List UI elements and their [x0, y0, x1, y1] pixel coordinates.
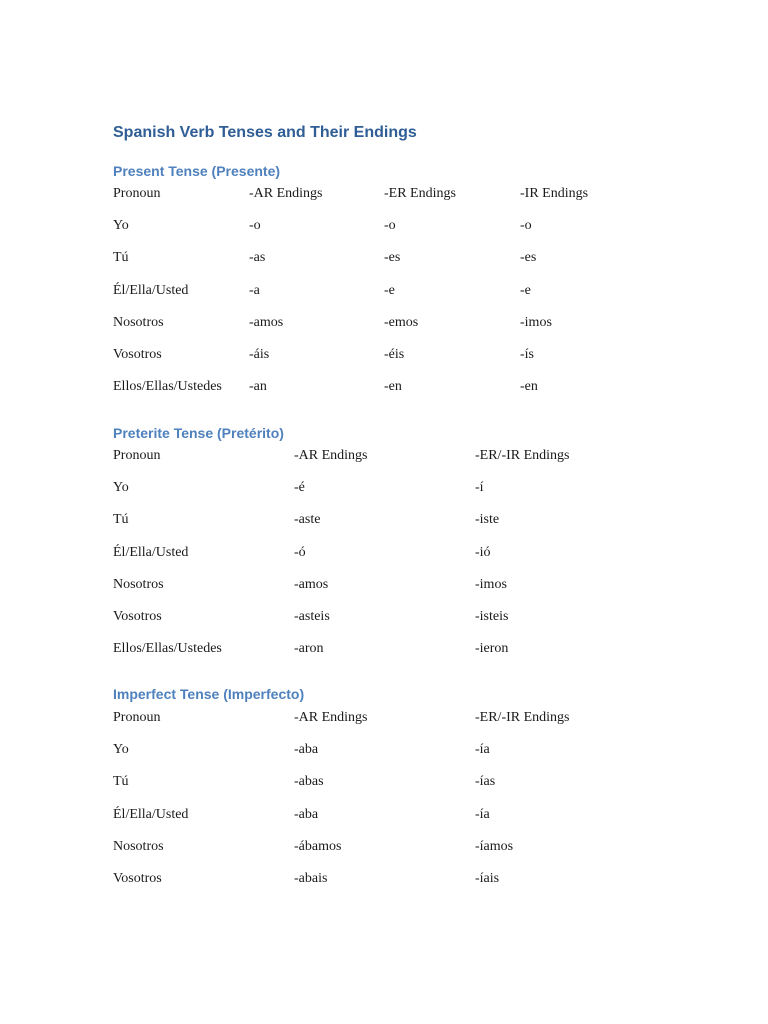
ending-cell: -isteis: [475, 608, 509, 624]
pronoun-cell: Ellos/Ellas/Ustedes: [113, 379, 222, 395]
header-cell: Pronoun: [113, 186, 161, 201]
ending-cell: -aba: [294, 806, 319, 822]
table-row: [113, 577, 640, 609]
ending-cell: -abas: [294, 774, 324, 790]
ending-cell: -éis: [384, 346, 405, 362]
table-header-row: [113, 710, 640, 742]
ending-cell: -o: [520, 218, 532, 234]
ending-cell: -ías: [475, 774, 496, 790]
table-row: [113, 774, 640, 806]
ending-cell: -e: [520, 282, 531, 298]
table-row: [113, 379, 640, 411]
ending-cell: -e: [384, 282, 395, 298]
ending-cell: -amos: [294, 576, 329, 592]
ending-cell: -imos: [475, 576, 507, 592]
ending-cell: -í: [475, 480, 484, 496]
header-cell: -ER/-IR Endings: [475, 448, 570, 463]
imperfect-tense-heading: Imperfect Tense (Imperfecto): [113, 686, 305, 702]
ending-cell: -es: [520, 250, 537, 266]
document-title: Spanish Verb Tenses and Their Endings: [113, 124, 417, 141]
imperfect-tense-table: [113, 710, 640, 903]
table-header-row: [113, 186, 640, 218]
ending-cell: -iste: [475, 512, 500, 528]
ending-cell: -ió: [475, 544, 491, 560]
pronoun-cell: Él/Ella/Usted: [113, 544, 189, 560]
preterite-tense-table: [113, 448, 640, 673]
ending-cell: -íamos: [475, 838, 514, 854]
ending-cell: -o: [384, 218, 396, 234]
pronoun-cell: Yo: [113, 480, 129, 496]
pronoun-cell: Ellos/Ellas/Ustedes: [113, 641, 222, 657]
table-row: [113, 347, 640, 379]
table-row: [113, 283, 640, 315]
table-row: [113, 839, 640, 871]
pronoun-cell: Nosotros: [113, 314, 164, 330]
table-row: [113, 250, 640, 282]
pronoun-cell: Nosotros: [113, 838, 164, 854]
table-row: [113, 512, 640, 544]
table-row: [113, 609, 640, 641]
ending-cell: -emos: [384, 314, 419, 330]
pronoun-cell: Tú: [113, 512, 129, 528]
ending-cell: -áis: [249, 346, 270, 362]
ending-cell: -é: [294, 480, 305, 496]
header-cell: -AR Endings: [294, 710, 368, 725]
table-row: [113, 480, 640, 512]
ending-cell: -asteis: [294, 608, 330, 624]
present-tense-table: [113, 186, 640, 411]
ending-cell: -ó: [294, 544, 306, 560]
pronoun-cell: Vosotros: [113, 346, 162, 362]
pronoun-cell: Yo: [113, 742, 129, 758]
ending-cell: -a: [249, 282, 260, 298]
ending-cell: -ábamos: [294, 838, 342, 854]
preterite-tense-heading: Preterite Tense (Pretérito): [113, 425, 284, 441]
ending-cell: -aste: [294, 512, 321, 528]
table-row: [113, 315, 640, 347]
table-row: [113, 807, 640, 839]
pronoun-cell: Yo: [113, 218, 129, 234]
table-row: [113, 742, 640, 774]
ending-cell: -an: [249, 379, 267, 395]
header-cell: -IR Endings: [520, 186, 589, 201]
ending-cell: -amos: [249, 314, 284, 330]
ending-cell: -ís: [520, 346, 534, 362]
table-row: [113, 545, 640, 577]
header-cell: -ER Endings: [384, 186, 456, 201]
ending-cell: -íais: [475, 870, 500, 886]
pronoun-cell: Él/Ella/Usted: [113, 282, 189, 298]
pronoun-cell: Vosotros: [113, 608, 162, 624]
table-row: [113, 641, 640, 673]
pronoun-cell: Tú: [113, 774, 129, 790]
ending-cell: -ieron: [475, 641, 509, 657]
header-cell: Pronoun: [113, 448, 161, 463]
header-cell: -AR Endings: [249, 186, 323, 201]
pronoun-cell: Vosotros: [113, 870, 162, 886]
ending-cell: -o: [249, 218, 261, 234]
header-cell: Pronoun: [113, 710, 161, 725]
ending-cell: -aron: [294, 641, 324, 657]
ending-cell: -as: [249, 250, 266, 266]
ending-cell: -en: [520, 379, 538, 395]
ending-cell: -ía: [475, 806, 490, 822]
header-cell: -ER/-IR Endings: [475, 710, 570, 725]
table-header-row: [113, 448, 640, 480]
ending-cell: -en: [384, 379, 402, 395]
pronoun-cell: Tú: [113, 250, 129, 266]
ending-cell: -es: [384, 250, 401, 266]
ending-cell: -ía: [475, 742, 490, 758]
pronoun-cell: Él/Ella/Usted: [113, 806, 189, 822]
header-cell: -AR Endings: [294, 448, 368, 463]
ending-cell: -imos: [520, 314, 552, 330]
table-row: [113, 871, 640, 903]
ending-cell: -abais: [294, 870, 328, 886]
present-tense-heading: Present Tense (Presente): [113, 163, 281, 179]
pronoun-cell: Nosotros: [113, 576, 164, 592]
ending-cell: -aba: [294, 742, 319, 758]
table-row: [113, 218, 640, 250]
